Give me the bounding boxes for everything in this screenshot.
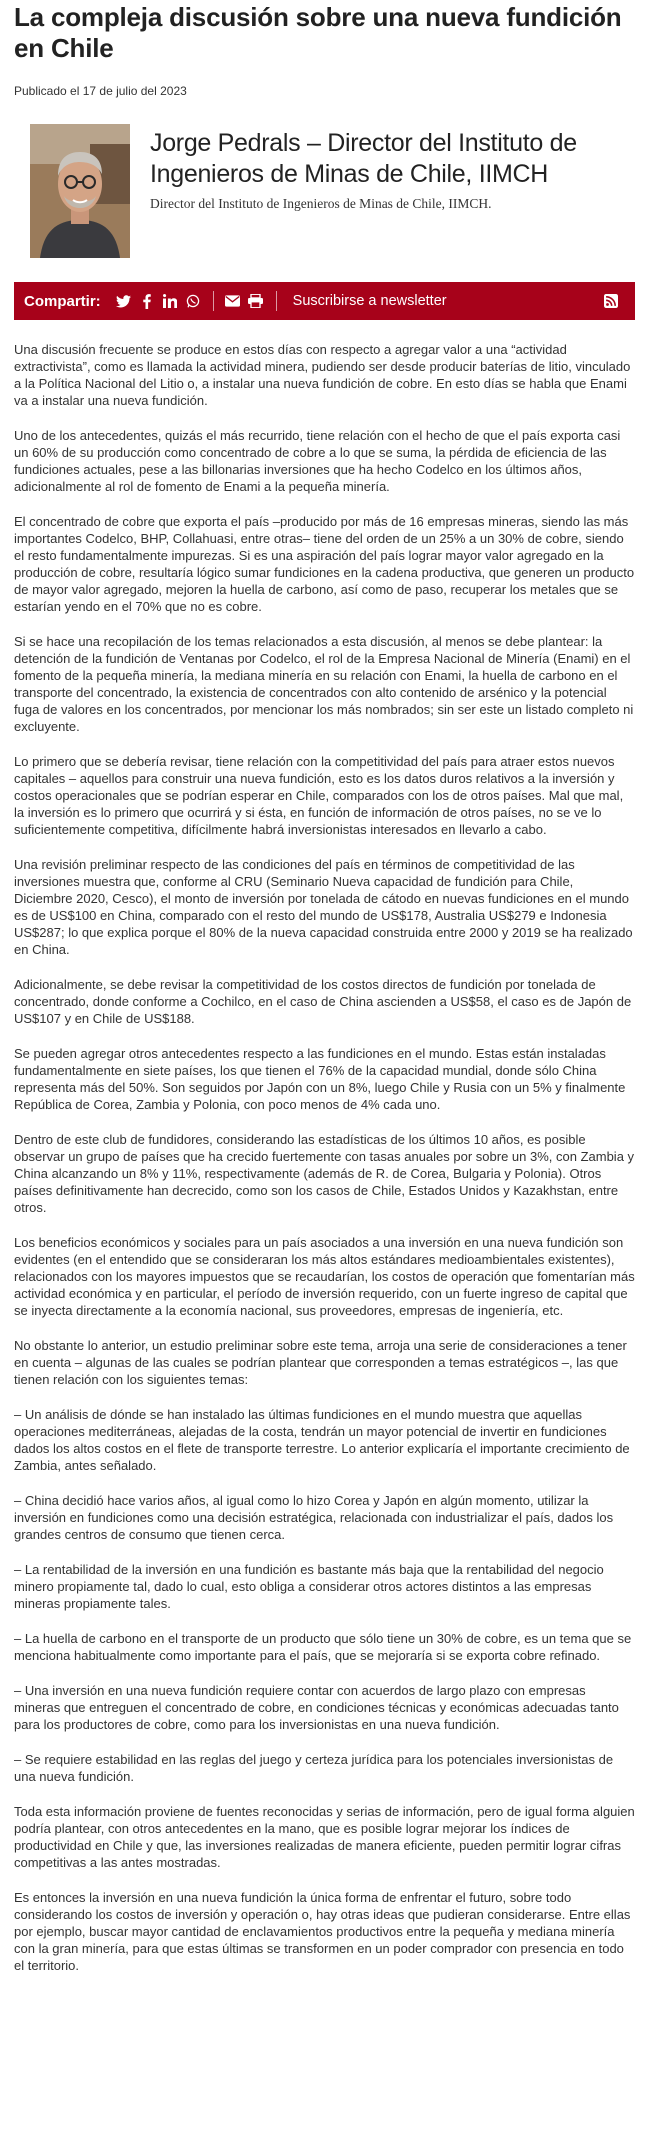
paragraph: – La rentabilidad de la inversión en una fundición es bastante más baja que la rentabilidad del negocio minero propiamente tal, dado lo cual, esto obliga a considerar otros actores distintos a las empresas mineras propiamente tales.	[14, 1562, 604, 1611]
paragraph: – Un análisis de dónde se han instalado las últimas fundiciones en el mundo muestra que aquellas operaciones mediterráneas, alejadas de la costa, tendrán un mayor potencial de invertir en fundiciones dados los altos costos en el flete de transporte terrestre. Lo anterior explicaría el importante crecimiento de Zambia, antes señalado.	[14, 1407, 630, 1473]
share-bar	[14, 282, 635, 320]
paragraph: – Se requiere estabilidad en las reglas del juego y certeza jurídica para los potenciales inversionistas de una nueva fundición.	[14, 1752, 614, 1784]
newsletter-link[interactable]: Suscribirse a newsletter	[292, 293, 447, 309]
publish-date: Publicado el 17 de julio del 2023	[14, 84, 187, 98]
paragraph: Los beneficios económicos y sociales para un país asociados a una inversión en una nueva fundición son evidentes (en el entendido que se consideraran los más altos estándares medioambientales existentes), relacionados con los mayores impuestos que se recaudarían, los costos de operación que fomentarían más actividad económica y en particular, el período de inversión requerido, con un fuerte ingreso de capital que se inyecta directamente a la economía nacional, sus proveedores, empresas de ingeniería, etc.	[14, 1235, 635, 1318]
article-title: La compleja discusión sobre una nueva fundición en Chile	[14, 2, 622, 63]
share-separator	[213, 291, 214, 311]
linkedin-icon[interactable]	[161, 292, 179, 310]
paragraph: – La huella de carbono en el transporte de un producto que sólo tiene un 30% de cobre, es un tema que se menciona habitualmente como importante para el país, que se mejoraría si se exporta cobre refinado.	[14, 1631, 632, 1663]
paragraph: No obstante lo anterior, un estudio preliminar sobre este tema, arroja una serie de consideraciones a tener en cuenta – algunas de las cuales se podrían plantear que corresponden a temas estratégicos –, las que tienen relación con los siguientes temas:	[14, 1338, 627, 1387]
share-separator	[276, 291, 277, 311]
email-icon[interactable]	[224, 292, 242, 310]
paragraph: – Una inversión en una nueva fundición requiere contar con acuerdos de largo plazo con empresas mineras que entreguen el concentrado de cobre, en condiciones técnicas y económicas adecuadas tanto para los productores de cobre, como para los inversionistas en una nueva fundición.	[14, 1683, 619, 1732]
paragraph: Se pueden agregar otros antecedentes respecto a las fundiciones en el mundo. Estas están instaladas fundamentalmente en siete países, los que tienen el 76% de la capacidad mundial, donde sólo China representa más del 50%. Son seguidos por Japón con un 8%, luego Chile y Rusia con un 5% y finalmente República de Corea, Zambia y Polonia, con poco menos de 4% cada uno.	[14, 1046, 626, 1112]
article-body	[14, 341, 635, 1974]
author-box	[14, 124, 635, 258]
facebook-icon[interactable]	[138, 292, 156, 310]
paragraph: Uno de los antecedentes, quizás el más recurrido, tiene relación con el hecho de que el país exporta casi un 60% de su producción como concentrado de cobre a lo que se suma, la pérdida de eficiencia de las fundiciones actuales, pese a las billonarias inversiones que ha hecho Codelco en los últimos años, adicionalmente al rol de fomento de Enami a la pequeña minería.	[14, 428, 621, 494]
paragraph: Es entonces la inversión en una nueva fundición la única forma de enfrentar el futuro, sobre todo considerando los costos de inversión y operación o, hay otras ideas que pudieran considerarse. Entre ellas por ejemplo, buscar mayor cantidad de enclavamientos productivos entre la pequeña y mediana minería con la gran minería, para que estas últimas se transformen en un poder comprador con presencia en todo el territorio.	[14, 1890, 631, 1973]
author-portrait-image	[30, 124, 130, 258]
whatsapp-icon[interactable]	[184, 292, 202, 310]
rss-icon[interactable]	[602, 292, 620, 310]
author-role: Director del Instituto de Ingenieros de Minas de Chile, IIMCH.	[150, 196, 492, 211]
author-info	[150, 124, 635, 258]
paragraph: Si se hace una recopilación de los temas relacionados a esta discusión, al menos se debe plantear: la detención de la fundición de Ventanas por Codelco, el rol de la Empresa Nacional de Minería (Enami) en el fomento de la pequeña minería, la mediana minería en su relación con Enami, la huella de carbono en el transporte del concentrado, la existencia de concentrados con alto contenido de arsénico y la potencial fuga de valores en los concentrados, por mencionar los más nombrados; sin ser este un listado completo ni excluyente.	[14, 634, 634, 734]
twitter-icon[interactable]	[115, 292, 133, 310]
paragraph: – China decidió hace varios años, al igual como lo hizo Corea y Japón en algún momento, utilizar la inversión en fundiciones como una decisión estratégica, relacionada con industrializar el país, dados los grandes centros de consumo que tienen cerca.	[14, 1493, 614, 1542]
paragraph: Dentro de este club de fundidores, considerando las estadísticas de los últimos 10 años, es posible observar un grupo de países que ha crecido fuertemente con tasas anuales por sobre un 3%, con Zambia y China alcanzando un 8% y 11%, respectivamente (además de R. de Corea, Bulgaria y Polonia). Otros países definitivamente han decrecido, como son los casos de Chile, Estados Unidos y Kazakhstan, entre otros.	[14, 1132, 635, 1215]
paragraph: El concentrado de cobre que exporta el país –producido por más de 16 empresas mineras, siendo las más importantes Codelco, BHP, Collahuasi, entre otras– tiene del orden de un 25% a un 30% de cobre, siendo el resto fundamentalmente impurezas. Si es una aspiración del país lograr mayor valor agregado en la producción de cobre, resultaría lógico sumar fundiciones en la cadena productiva, que generen un producto de mayor valor agregado, mejoren la huella de carbono, así como de paso, recuperar los metales que se estarían yendo en el 70% que no es cobre.	[14, 514, 635, 614]
paragraph: Lo primero que se debería revisar, tiene relación con la competitividad del país para atraer estos nuevos capitales – aquellos para construir una nueva fundición, esto es los datos duros relativos a la inversión y costos operacionales que se podrían esperar en Chile, comparados con los de otros países. Mal que mal, la inversión es lo primero que ocurrirá y si ésta, en función de información de otros países, no se ve lo suficientemente competitiva, difícilmente habrá inversionistas interesados en llevarlo a cabo.	[14, 754, 624, 837]
share-label: Compartir:	[24, 292, 101, 310]
paragraph: Una revisión preliminar respecto de las condiciones del país en términos de competitividad de las inversiones muestra que, conforme al CRU (Seminario Nueva capacidad de fundición para Chile, Diciembre 2020, Cesco), el monto de inversión por tonelada de cátodo en nuevas fundiciones en el mundo es de US$100 en China, comparado con el resto del mundo de US$178, Australia US$279 e Indonesia US$287; lo que explica porque el 80% de la nueva capacidad construida entre 2000 y 2019 se ha realizado en China.	[14, 857, 633, 957]
author-name: Jorge Pedrals – Director del Instituto de Ingenieros de Minas de Chile, IIMCH	[150, 129, 577, 188]
paragraph: Toda esta información proviene de fuentes reconocidas y serias de información, pero de igual forma alguien podría plantear, con otros antecedentes en la mano, que es posible lograr mejorar los índices de productividad en Chile y que, las inversiones realizadas de manera eficiente, pueden permitir lograr cifras competitivas a las antes mostradas.	[14, 1804, 635, 1870]
author-photo	[30, 124, 130, 258]
paragraph: Adicionalmente, se debe revisar la competitividad de los costos directos de fundición por tonelada de concentrado, donde conforme a Cochilco, en el caso de China ascienden a US$58, el caso es de Japón de US$107 y en Chile de US$188.	[14, 977, 632, 1026]
paragraph: Una discusión frecuente se produce en estos días con respecto a agregar valor a una “actividad extractivista”, como es llamada la actividad minera, pudiendo ser desde producir baterías de litio, vinculado a la Política Nacional del Litio o, a instalar una nueva fundición de cobre. En esto días se habla que Enami va a instalar una nueva fundición.	[14, 342, 631, 408]
print-icon[interactable]	[247, 292, 265, 310]
